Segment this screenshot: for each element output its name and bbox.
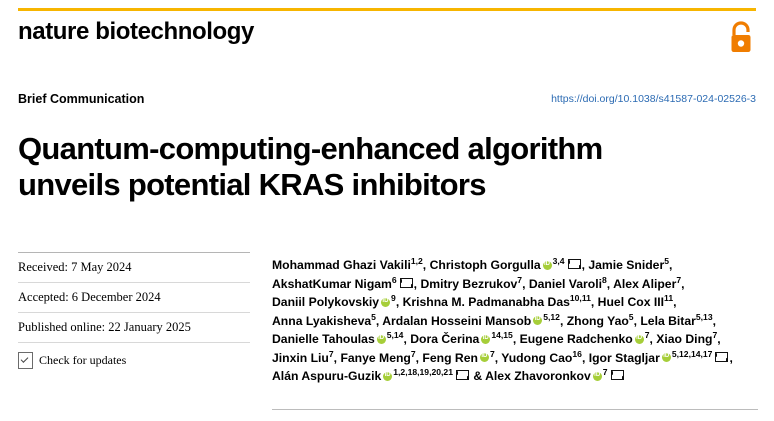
orcid-icon[interactable] [543, 261, 552, 270]
published-date: Published online: 22 January 2025 [18, 320, 191, 334]
orcid-icon[interactable] [377, 335, 386, 344]
author-line: Mohammad Ghazi Vakili$^{1,2}$, Christoph Gorgulla iD $^{3,4}$ , Jamie Snider$^5$, [272, 256, 762, 275]
author-line: Jinxin Liu$^7$, Fanye Meng$^7$, Feng Ren iD $^7$, Yudong Cao$^{16}$, Igor Stagljar iD $^{5,12,14,17}$ , [272, 349, 762, 368]
orcid-icon[interactable] [381, 298, 390, 307]
crossmark-icon [18, 352, 33, 369]
email-icon[interactable] [400, 278, 413, 288]
title-line-1: Quantum-computing-enhanced algorithm [18, 130, 603, 166]
author-line: Danielle Tahoulas iD $^{5,14}$, Dora Čerina iD $^{14,15}$, Eugene Radchenko iD $^7$, Xiao Ding$^7$, [272, 330, 762, 349]
journal-masthead: nature biotechnology [18, 18, 255, 45]
orcid-icon[interactable] [480, 353, 489, 362]
email-icon[interactable] [715, 352, 728, 362]
check-for-updates-label: Check for updates [39, 353, 127, 367]
email-icon[interactable] [611, 370, 624, 380]
doi-link[interactable]: https://doi.org/10.1038/s41587-024-02526-3 [551, 93, 756, 105]
author-block-divider [272, 409, 758, 410]
article-type-label: Brief Communication [18, 92, 145, 106]
orcid-icon[interactable] [481, 335, 490, 344]
orcid-icon[interactable] [383, 372, 392, 381]
orcid-icon[interactable] [635, 335, 644, 344]
article-type-row [18, 92, 756, 112]
email-icon[interactable] [456, 370, 469, 380]
email-icon[interactable] [568, 259, 581, 269]
author-line: Daniil Polykovskiy iD $^9$, Krishna M. Padmanabha Das$^{10,11}$, Huel Cox III$^{11}$, [272, 293, 762, 312]
orcid-icon[interactable] [533, 316, 542, 325]
author-line: AkshatKumar Nigam$^6$ , Dmitry Bezrukov$^7$, Daniel Varoli$^8$, Alex Aliper$^7$, [272, 274, 685, 291]
author-line: Anna Lyakisheva$^5$, Ardalan Hosseini Mansob iD $^{5,12}$, Zhong Yao$^5$, Lela Bitar$^{5,13}$, [272, 312, 762, 331]
page-title [18, 131, 758, 204]
brand-rule [18, 8, 756, 11]
author-line: Alán Aspuru-Guzik iD $^{1,2,18,19,20,21}$ & Alex Zhavoronkov iD $^7$ [272, 367, 762, 386]
open-access-icon [726, 20, 756, 54]
orcid-icon[interactable] [662, 353, 671, 362]
article-history-block [18, 252, 250, 369]
accepted-date: Accepted: 6 December 2024 [18, 290, 161, 304]
orcid-icon[interactable] [593, 372, 602, 381]
received-date: Received: 7 May 2024 [18, 260, 132, 274]
author-list [272, 256, 762, 386]
check-for-updates[interactable] [18, 343, 250, 369]
title-line-2: unveils potential KRAS inhibitors [18, 167, 486, 203]
